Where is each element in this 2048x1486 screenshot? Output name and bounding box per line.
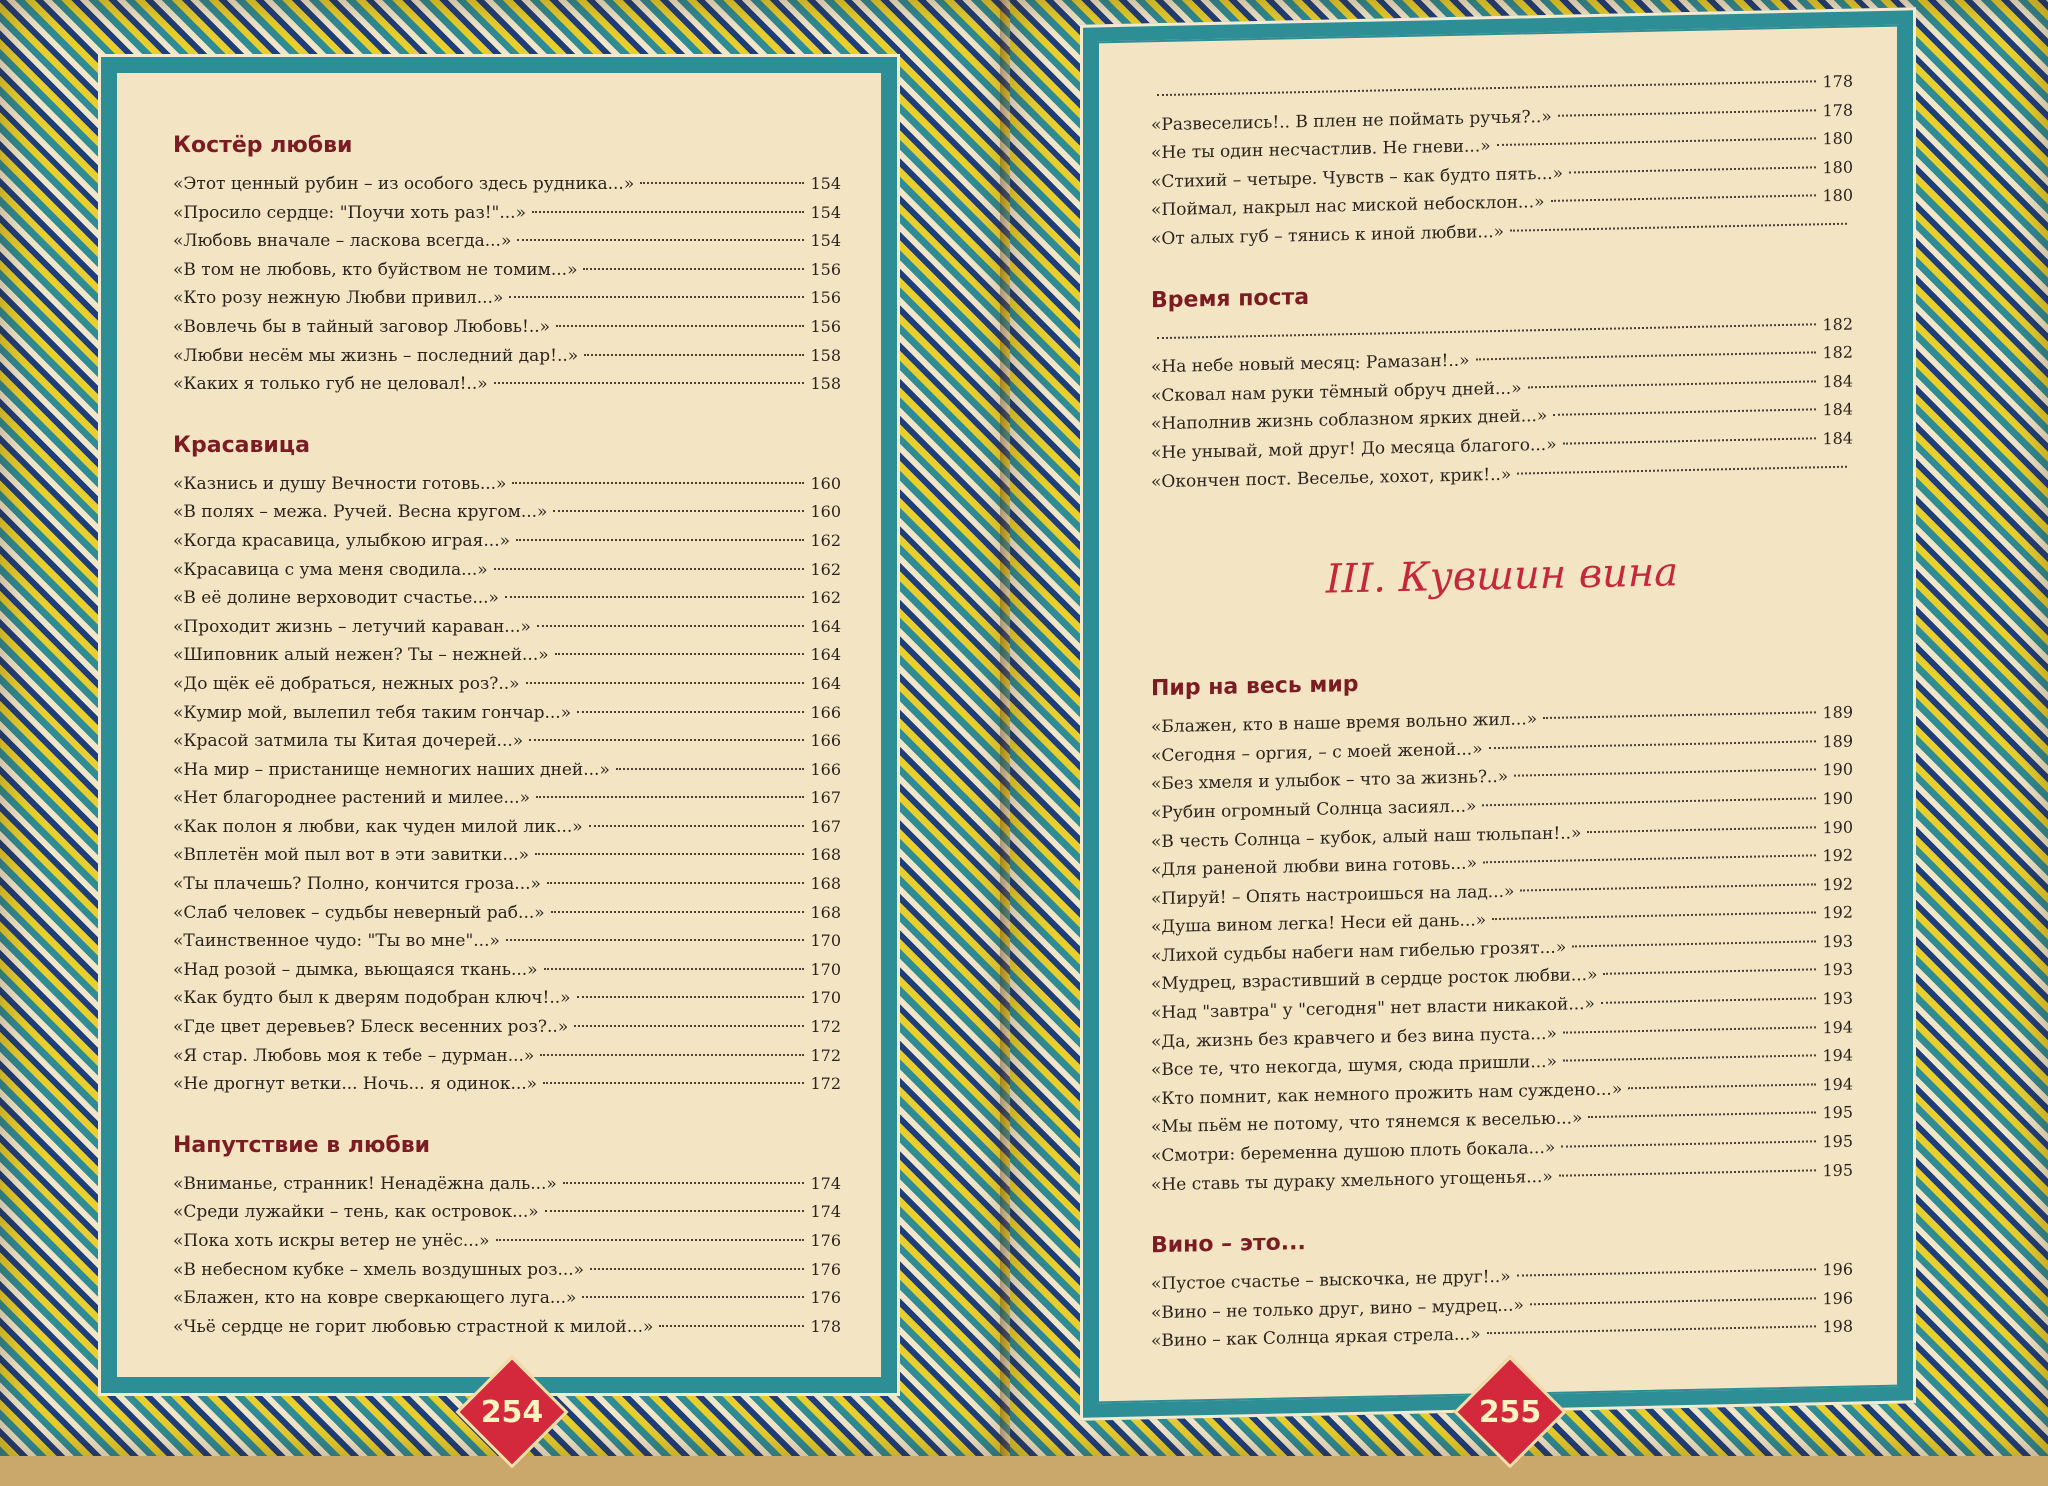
poem-first-line: «Лихой судьбы набеги нам гибелью грозят...» [1151,937,1567,967]
left-page [0,0,1010,1456]
toc-entry [173,584,841,613]
poem-first-line: «Стихий – четыре. Чувств – как будто пять...» [1151,163,1564,193]
toc-entry [173,956,841,985]
toc-entry [173,227,841,256]
poem-first-line: «Нет благороднее растений и милее...» [173,788,531,809]
page-ref: 178 [1822,100,1853,120]
page-ref: 170 [810,988,841,1008]
dot-leader [553,510,804,512]
dot-leader [535,853,804,855]
poem-first-line: «Все те, что некогда, шумя, сюда пришли...» [1151,1052,1557,1081]
poem-first-line: «Смотри: беременна душою плоть бокала...» [1151,1137,1556,1167]
dot-leader [1157,80,1816,96]
dot-leader [577,996,805,998]
dot-leader [1528,380,1817,388]
page-ref: 195 [1822,1131,1853,1152]
dot-leader [582,1296,804,1298]
poem-first-line: «На мир – пристанище немногих наших дней...» [173,759,610,780]
page-ref: 162 [810,559,841,579]
page-ref: 178 [810,1316,841,1336]
toc-entry [173,784,841,813]
poem-first-line: «В полях – межа. Ручей. Весна кругом...» [173,502,548,523]
toc-entry [173,641,841,670]
toc-sections-after [1151,662,1853,1357]
dot-leader [536,796,804,798]
right-page [1010,0,2048,1456]
dot-leader [640,182,804,184]
toc-entry [173,470,841,499]
dot-leader [556,325,804,327]
poem-first-line: «Кумир мой, вылепил тебя таким гончар...» [173,702,572,723]
dot-leader [526,682,805,684]
dot-leader [540,1054,804,1056]
dot-leader [1482,797,1816,806]
page-ref: 166 [810,759,841,779]
toc-content [173,133,841,1375]
poem-first-line: «Рубин огромный Солнца засиял...» [1151,796,1477,824]
page-ref: 176 [810,1259,841,1279]
page-paper [115,71,883,1379]
page-ref: 193 [1822,931,1853,952]
page-number: 254 [480,1394,544,1430]
poem-first-line: «Любовь вначале – ласкова всегда...» [173,231,512,252]
toc-entry [173,1198,841,1227]
poem-first-line: «Мы пьём не потому, что тянемся к веселью...» [1151,1108,1583,1138]
poem-first-line: «В небесном кубке – хмель воздушных роз...» [173,1259,585,1280]
dot-leader [532,211,804,213]
poem-first-line: «Кто помнит, как немного прожить нам суждено...» [1151,1079,1623,1110]
poem-first-line: «Таинственное чудо: "Ты во мне"...» [173,931,500,952]
poem-first-line: «От алых губ – тянись к иной любви...» [1151,221,1505,250]
page-ref: 158 [810,345,841,365]
dot-leader [1572,940,1816,947]
poem-first-line: «Не унывай, мой друг! До месяца благого...» [1151,434,1557,464]
page-ref: 162 [810,530,841,550]
poem-first-line: «Без хмеля и улыбок – что за жизнь?..» [1151,767,1509,795]
page-ref: 154 [810,174,841,193]
poem-first-line: «Пируй! – Опять настроишься на лад...» [1151,881,1515,909]
dot-leader [1492,912,1816,921]
poem-first-line: «Где цвет деревьев? Блеск весенних роз?..» [173,1017,569,1038]
page-ref: 154 [810,231,841,251]
toc-list [1151,1256,1853,1356]
poem-first-line: «Вплетён мой пыл вот в эти завитки...» [173,845,530,866]
poem-first-line: «Сковал нам руки тёмный обруч дней...» [1151,378,1522,407]
dot-leader [1553,409,1816,417]
poem-first-line: «Душа вином легка! Неси ей дань...» [1151,910,1487,938]
poem-first-line: «Наполнив жизнь соблазном ярких дней...» [1151,406,1548,435]
dot-leader [583,268,804,270]
poem-first-line: «Над "завтра" у "сегодня" нет власти никакой...» [1151,994,1595,1024]
poem-first-line: «Проходит жизнь – летучий караван...» [173,616,531,637]
poem-first-line: «Пустое счастье – выскочка, не друг!..» [1151,1266,1511,1295]
page-ref: 166 [810,702,841,722]
toc-entry [173,756,841,785]
toc-entry [173,899,841,928]
toc-entry [173,170,841,199]
page-ref: 182 [1822,314,1853,334]
dot-leader [577,711,804,713]
dot-leader [1510,223,1847,232]
page-ref: 174 [810,1173,841,1193]
dot-leader [547,882,805,884]
poem-first-line: «Блажен, кто в наше время вольно жил...» [1151,709,1538,738]
page-ref: 180 [1822,185,1853,206]
page-ref: 172 [810,1074,841,1094]
page-ref: 178 [1822,71,1853,92]
poem-first-line: «Кто розу нежную Любви привил...» [173,288,504,309]
poem-first-line: «Мудрец, взрастивший в сердце росток любви...» [1151,965,1598,995]
poem-first-line: «Как будто был к дверям подобран ключ!..» [173,988,571,1009]
dot-leader [659,1325,804,1327]
dot-leader [543,1082,804,1084]
poem-first-line: «Шиповник алый нежен? Ты – нежней...» [173,645,549,666]
page-ref: 168 [810,845,841,865]
toc-entry [173,841,841,870]
poem-first-line: «Ты плачешь? Полно, кончится гроза...» [173,874,541,895]
dot-leader [544,968,805,970]
dot-leader [1561,1140,1816,1147]
dot-leader [1559,1169,1817,1176]
page-ref: 180 [1822,128,1853,149]
section-title: Время поста [1151,284,1310,313]
dot-leader [1587,826,1816,833]
page-ref: 189 [1822,702,1853,723]
dot-leader [1517,465,1847,474]
toc-entry [173,1013,841,1042]
toc-entry [173,556,841,585]
dot-leader [545,1210,805,1212]
toc-entry [173,1284,841,1313]
page-ref: 192 [1822,902,1853,923]
toc-entry [173,199,841,228]
dot-leader [555,653,805,655]
toc-entry [173,498,841,527]
page-ref: 168 [810,902,841,922]
toc-list [1151,68,1853,254]
poem-first-line: «Красавица с ума меня сводила...» [173,559,488,580]
toc-entry [173,1070,841,1099]
poem-first-line: «Поймал, накрыл нас миской небосклон...» [1151,192,1545,221]
dot-leader [509,296,804,298]
section-title: Пир на весь мир [1151,672,1359,702]
toc-content [1151,68,1853,1391]
dot-leader [1588,1112,1816,1119]
poem-first-line: «Пока хоть искры ветер не унёс...» [173,1231,490,1251]
section-title: Напутствие в любви [173,1132,431,1158]
dot-leader [537,625,805,627]
toc-entry [173,1256,841,1285]
poem-first-line: «Слаб человек – судьбы неверный раб...» [173,902,545,923]
dot-leader [505,596,805,598]
poem-first-line: «В том не любовь, кто буйством не томим...» [173,259,578,280]
dot-leader [1489,740,1817,749]
poem-first-line: «Да, жизнь без кравчего и без вина пуста...» [1151,1023,1557,1052]
section-title: Костёр любви [173,133,353,158]
dot-leader [574,1025,804,1027]
toc-entry [173,342,841,371]
poem-first-line: «Вино – не только друг, вино – мудрец...» [1151,1295,1524,1324]
poem-first-line: «Не ты один несчастлив. Не гневи...» [1151,136,1491,164]
dot-leader [1487,1326,1817,1335]
poem-first-line: «Красой затмила ты Китая дочерей...» [173,731,524,752]
poem-first-line: «В честь Солнца – кубок, алый наш тюльпан!..» [1151,822,1582,852]
toc-entry [173,370,841,399]
page-ref: 170 [810,931,841,951]
dot-leader [551,911,805,913]
poem-first-line: «Окончен пост. Веселье, хохот, крик!..» [1151,464,1512,492]
dot-leader [590,1268,804,1270]
poem-first-line: «Не ставь ты дураку хмельного угощенья...» [1151,1166,1553,1195]
page-ref: 172 [810,1045,841,1065]
page-ref: 164 [810,616,841,636]
dot-leader [584,354,804,356]
page-ref: 195 [1822,1103,1853,1123]
dot-leader [1530,1297,1817,1305]
poem-first-line: «Среди лужайки – тень, как островок...» [173,1202,539,1223]
poem-first-line: «Этот ценный рубин – из особого здесь рудника...» [173,174,635,194]
dot-leader [1514,769,1816,777]
dot-leader [563,1182,805,1184]
dot-leader [1551,195,1817,203]
page-ref: 192 [1822,845,1853,866]
dot-leader [1601,997,1816,1004]
dot-leader [616,768,805,770]
page-ref: 156 [810,288,841,308]
page-paper [1097,25,1899,1404]
dot-leader [1517,1269,1817,1277]
poem-first-line: «Вовлечь бы в тайный заговор Любовь!..» [173,316,551,337]
page-ref: 190 [1822,788,1853,809]
page-ref: 174 [810,1202,841,1222]
toc-entry [173,727,841,756]
page-ref: 184 [1822,371,1853,391]
dot-leader [1628,1083,1816,1089]
page-ref: 192 [1822,874,1853,894]
dot-leader [1563,437,1817,444]
page-ref: 166 [810,731,841,751]
poem-first-line: «Сегодня – оргия, – с моей женой...» [1151,739,1483,766]
page-ref: 189 [1822,731,1853,751]
page-ref: 195 [1822,1160,1853,1180]
dot-leader [516,539,804,541]
toc-entry [173,1313,841,1342]
page-ref: 176 [810,1288,841,1308]
toc-entry [173,927,841,956]
toc-sections-before [1151,68,1853,497]
page-ref: 184 [1822,428,1853,449]
toc-list [1151,699,1853,1200]
ornamental-frame [98,54,900,1396]
page-ref: 160 [810,502,841,522]
page-ref: 170 [810,959,841,979]
toc-entry [173,1042,841,1071]
poem-first-line: «Просило сердце: "Поучи хоть раз!"...» [173,202,526,223]
dot-leader [1483,854,1816,863]
page-ref: 156 [810,316,841,336]
toc-list [173,1170,841,1342]
dot-leader [1569,166,1816,173]
page-ref: 194 [1822,1017,1853,1037]
page-ref: 154 [810,202,841,222]
poem-first-line: «Не дрогнут ветки... Ночь... я одинок...» [173,1074,538,1095]
page-ref: 184 [1822,399,1853,420]
dot-leader [1476,351,1817,360]
toc-list [1151,310,1853,496]
page-ref: 162 [810,588,841,608]
page-ref: 190 [1822,817,1853,837]
dot-leader [1558,109,1817,116]
dot-leader [1603,969,1816,975]
toc-entry [173,1227,841,1256]
poem-first-line: «До щёк её добраться, нежных роз?..» [173,673,520,694]
ornamental-frame [1080,7,1916,1421]
page-ref: 158 [810,374,841,394]
poem-first-line: «Казнись и душу Вечности готовь...» [173,473,507,494]
toc-entry [173,256,841,285]
dot-leader [1563,1026,1817,1033]
page-ref: 196 [1822,1288,1853,1309]
poem-first-line: «Когда красавица, улыбкою играя...» [173,530,511,551]
dot-leader [496,1239,805,1241]
poem-first-line: «На небе новый месяц: Рамазан!..» [1151,350,1470,378]
poem-first-line: «Блажен, кто на ковре сверкающего луга...» [173,1288,577,1309]
dot-leader [1520,883,1816,891]
toc-entry [173,670,841,699]
toc-entry [173,813,841,842]
poem-first-line: «Чьё сердце не горит любовью страстной к милой...» [173,1316,654,1337]
dot-leader [512,482,804,484]
page-ref: 164 [810,645,841,665]
section-title: Вино – это... [1151,1230,1306,1259]
dot-leader [1157,323,1816,339]
page-ref: 168 [810,874,841,894]
page-ref: 194 [1822,1074,1853,1095]
dot-leader [529,739,804,741]
toc-entry [173,1170,841,1199]
page-ref: 160 [810,473,841,493]
poem-first-line: «Развеселись!.. В плен не поймать ручья?..» [1151,106,1552,135]
page-ref: 172 [810,1017,841,1037]
toc-list [173,470,841,1099]
dot-leader [494,568,805,570]
page-ref: 156 [810,259,841,279]
dot-leader [589,825,805,827]
poem-first-line: «В её долине верховодит счастье...» [173,588,499,609]
page-ref: 193 [1822,988,1853,1009]
page-ref: 164 [810,673,841,693]
page-ref: 167 [810,788,841,808]
poem-first-line: «Каких я только губ не целовал!..» [173,374,488,395]
toc-entry [173,527,841,556]
page-ref: 194 [1822,1045,1853,1066]
page-ref: 182 [1822,342,1853,363]
page-ref: 176 [810,1231,841,1250]
page-ref: 198 [1822,1316,1853,1337]
dot-leader [506,939,805,941]
toc-entry [173,613,841,642]
poem-first-line: «Для раненой любви вина готовь...» [1151,853,1477,881]
page-ref: 193 [1822,960,1853,980]
toc-entry [173,313,841,342]
poem-first-line: «Вино – как Солнца яркая стрела...» [1151,1324,1481,1352]
page-ref: 190 [1822,759,1853,780]
poem-first-line: «Вниманье, странник! Ненадёжна даль...» [173,1173,557,1194]
toc-entry [173,699,841,728]
page-ref: 196 [1822,1259,1853,1280]
toc-entry [173,870,841,899]
section-title: Красавица [173,432,310,458]
dot-leader [1497,138,1817,147]
toc-entry [173,284,841,313]
dot-leader [1563,1055,1816,1062]
page-number: 255 [1478,1394,1542,1430]
dot-leader [1543,711,1816,719]
part-title: III. Кувшин вина [1325,549,1679,603]
dot-leader [494,382,805,384]
toc-entry [173,984,841,1013]
page-ref: 167 [810,816,841,836]
poem-first-line: «Я стар. Любовь моя к тебе – дурман...» [173,1045,535,1066]
dot-leader [517,239,804,241]
poem-first-line: «Над розой – дымка, вьющаяся ткань...» [173,959,538,980]
toc-list [173,170,841,399]
page-ref: 180 [1822,157,1853,177]
poem-first-line: «Любви несём мы жизнь – последний дар!..» [173,345,579,366]
poem-first-line: «Как полон я любви, как чуден милой лик...» [173,816,583,837]
